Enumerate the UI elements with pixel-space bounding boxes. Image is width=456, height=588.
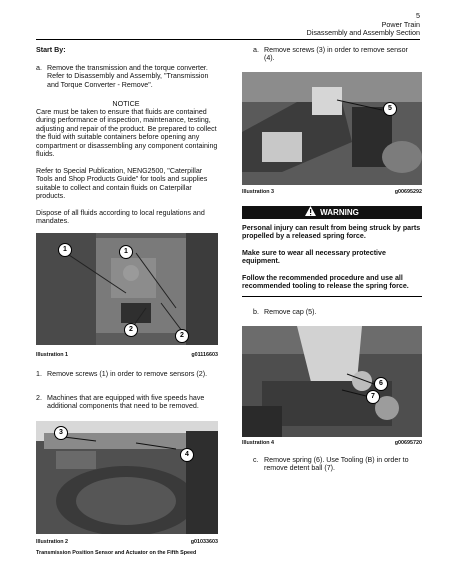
illustration-3-photo [242, 72, 422, 185]
callout-1a: 1 [58, 243, 72, 257]
illustration-2-code: g01033603 [190, 539, 218, 545]
warning-paragraph-2: Make sure to wear all necessary protective equipment. [242, 249, 386, 266]
warning-paragraph-1: Personal injury can result from being struck by parts propelled by a released spring force. [242, 224, 421, 241]
illustration-3-label: Illustration 3 [242, 189, 275, 195]
illustration-2-photo [36, 421, 218, 534]
callout-5: 5 [383, 102, 397, 116]
page-number: 5 [416, 11, 420, 20]
callout-4: 4 [180, 448, 194, 462]
step-c-label: c. [253, 456, 259, 464]
illustration-2-label: Illustration 2 [36, 539, 69, 545]
warning-title: WARNING [320, 208, 359, 218]
refer-text: Refer to Special Publication, NENG2500, "Caterpillar Tools and Shop Products Guide" for tools and supplies suitable to collect and contain fluids on Caterpillar products. [36, 167, 208, 201]
illustration-1-photo [36, 233, 218, 345]
notice-text: Care must be taken to ensure that fluids are contained during performance of inspection, maintenance, testing, adjusting and repair of the product. Be prepared to collect the fluid with suitable containers before opening any compartment or disassembling any component containing fluids. [36, 108, 218, 159]
step-a-label: a. [36, 64, 42, 72]
subsection-title: Disassembly and Assembly Section [306, 28, 420, 37]
header-rule [36, 39, 420, 40]
section-title: Power Train [381, 20, 420, 29]
illustration-4-label: Illustration 4 [242, 440, 275, 446]
step-2-text: Machines that are equipped with five speeds have additional components that need to be removed. [47, 394, 205, 411]
illustration-4-code: g00695720 [394, 440, 422, 446]
callout-3: 3 [54, 426, 68, 440]
right-step-a-text: Remove screws (3) in order to remove sensor (4). [264, 46, 408, 63]
step-1-label: 1. [36, 370, 42, 378]
illustration-4-photo [242, 326, 422, 437]
step-b-label: b. [253, 308, 259, 316]
illustration-1-code: g01116603 [191, 352, 218, 358]
step-c-text: Remove spring (6). Use Tooling (B) in order to remove detent ball (7). [264, 456, 409, 473]
right-step-a-label: a. [253, 46, 259, 54]
illustration-1-label: Illustration 1 [36, 352, 69, 358]
step-1-text: Remove screws (1) in order to remove sensors (2). [47, 370, 208, 378]
callout-2b: 2 [175, 329, 189, 343]
notice-title: NOTICE [112, 99, 140, 108]
warning-banner [242, 206, 422, 219]
callout-7: 7 [366, 390, 380, 404]
callout-1b: 1 [119, 245, 133, 259]
step-a-text: Remove the transmission and the torque converter. Refer to Disassembly and Assembly, "Transmission and Torque Converter - Remove". [47, 64, 209, 89]
dispose-text: Dispose of all fluids according to local regulations and mandates. [36, 209, 205, 226]
illustration-3-code: g00695292 [394, 189, 422, 195]
step-b-text: Remove cap (5). [264, 308, 317, 316]
warning-paragraph-3: Follow the recommended procedure and use all recommended tooling to release the spring force. [242, 274, 409, 291]
start-by-heading: Start By: [36, 46, 66, 54]
warning-rule [242, 296, 422, 297]
illustration-2-caption: Transmission Position Sensor and Actuator on the Fifth Speed [36, 550, 197, 556]
warning-triangle-icon [305, 206, 316, 220]
callout-6: 6 [374, 377, 388, 391]
callout-2a: 2 [124, 323, 138, 337]
step-2-label: 2. [36, 394, 42, 402]
